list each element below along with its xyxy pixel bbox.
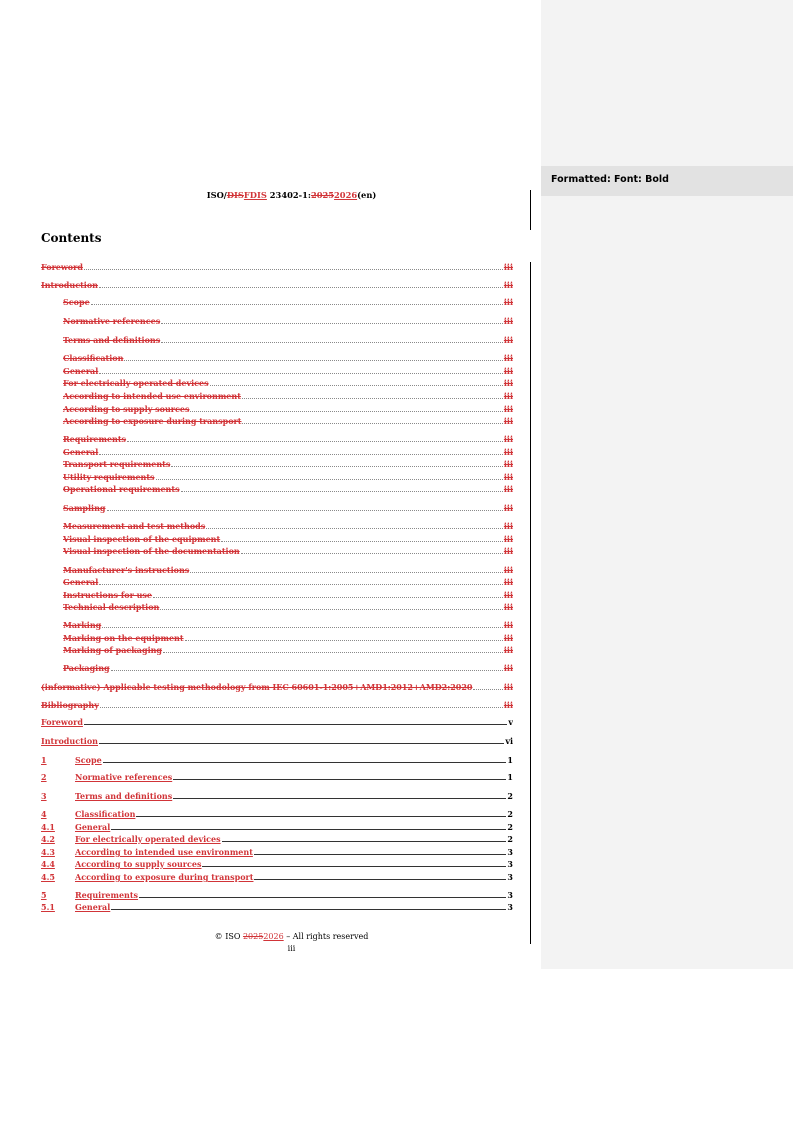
toc-entry-page: iii [503,633,513,643]
toc-entry-leader [99,577,503,585]
toc-entry-new[interactable] [41,736,513,747]
toc-entry-leader [185,633,503,641]
toc-entry-new[interactable] [41,859,513,870]
toc-entry-new[interactable] [41,847,513,858]
toc-entry-number: 4.3 [41,847,55,857]
toc-entry-title: Sampling [63,503,106,513]
toc-entry-old[interactable] [41,663,513,674]
toc-entry-page: 1 [507,755,513,765]
toc-entry-title: General [75,902,111,912]
header-suffix: (en) [357,190,377,200]
toc-entry-page: iii [503,434,513,444]
toc-entry-title: Transport requirements [63,459,171,469]
toc-entry-title: Packaging [63,663,110,673]
toc-entry-leader [156,472,503,480]
toc-entry-old[interactable] [41,682,513,693]
toc-entry-page: v [508,717,513,727]
toc-entry-title: Marking of packaging [63,645,163,655]
toc-entry-page: iii [503,565,513,575]
toc-entry-page: 2 [507,791,513,801]
toc-entry-old[interactable] [41,484,513,495]
toc-entry-title: General [63,447,99,457]
footer-deleted-year: 2025 [242,932,264,941]
toc-entry-leader [202,859,506,867]
toc-entry-number: 5.1 [41,902,55,912]
toc-entry-title: Classification [63,353,124,363]
toc-entry-page: iii [503,262,513,272]
toc-entry-old[interactable] [41,620,513,631]
toc-entry-page: 3 [507,890,513,900]
toc-entry-page: iii [503,521,513,531]
toc-entry-old[interactable] [41,602,513,613]
toc-entry-old[interactable] [41,378,513,389]
toc-entry-leader [102,620,503,628]
toc-entry-leader [161,335,503,343]
formatting-comment-label: Formatted: Font: Bold [551,174,669,185]
comment-pane [541,0,793,969]
toc-entry-old[interactable] [41,366,513,377]
toc-entry-page: iii [503,335,513,345]
toc-entry-page: iii [503,484,513,494]
toc-entry-new[interactable] [41,772,513,783]
toc-entry-leader [210,378,503,386]
toc-entry-new[interactable] [41,755,513,766]
footer-copyright: © ISO [214,932,243,941]
footer-inserted-year: 2026 [263,932,284,941]
toc-entry-title: According to supply sources [63,404,190,414]
toc-entry-number: 2 [41,772,47,782]
toc-entry-old[interactable] [41,434,513,445]
toc-entry-title: General [63,577,99,587]
toc-entry-old[interactable] [41,546,513,557]
toc-entry-leader [254,847,507,855]
toc-entry-leader [190,404,502,412]
toc-entry-title: Normative references [75,772,173,782]
toc-entry-leader [84,717,507,725]
header-deleted-year: 2025 [310,190,335,200]
toc-entry-new[interactable] [41,809,513,820]
header-prefix: ISO/ [206,190,227,200]
toc-entry-leader [171,459,503,467]
toc-entry-page: 3 [507,847,513,857]
toc-entry-title: Foreword [41,717,83,727]
toc-entry-page: iii [503,546,513,556]
toc-entry-page: 2 [507,822,513,832]
toc-entry-title: Manufacturer's instructions [63,565,190,575]
toc-entry-title: According to exposure during transport [63,416,242,426]
toc-entry-leader [173,791,506,799]
toc-entry-title: Visual inspection of the equipment [63,534,221,544]
toc-entry-leader [242,416,502,424]
toc-entry-title: According to supply sources [75,859,202,869]
toc-entry-leader [99,280,503,288]
toc-entry-number: 1 [41,755,47,765]
toc-entry-page: iii [503,416,513,426]
toc-entry-old[interactable] [41,503,513,514]
toc-entry-leader [206,521,503,529]
toc-entry-title: Technical description [63,602,160,612]
toc-entry-new[interactable] [41,902,513,913]
toc-entry-title: Terms and definitions [75,791,173,801]
toc-entry-page: iii [503,700,513,710]
toc-entry-title: According to exposure during transport [75,872,254,882]
toc-entry-leader [99,366,503,374]
toc-entry-leader [84,262,503,270]
toc-entry-page: 3 [507,859,513,869]
toc-entry-page: iii [503,297,513,307]
toc-entry-page: iii [503,645,513,655]
toc-entry-title: Introduction [41,280,98,290]
toc-entry-page: iii [503,602,513,612]
toc-entry-leader [91,297,503,305]
toc-entry-new[interactable] [41,872,513,883]
toc-entry-new[interactable] [41,834,513,845]
toc-entry-leader [160,602,503,610]
toc-entry-page: 2 [507,834,513,844]
toc-entry-old[interactable] [41,447,513,458]
toc-entry-leader [111,822,506,830]
toc-entry-title: Requirements [63,434,127,444]
toc-entry-page: iii [503,316,513,326]
toc-entry-old[interactable] [41,404,513,415]
toc-entry-title: For electrically operated devices [63,378,209,388]
toc-entry-number: 5 [41,890,47,900]
toc-entry-title: Normative references [63,316,161,326]
toc-entry-leader [99,447,503,455]
toc-entry-leader [99,736,504,744]
toc-entry-title: (informative) Applicable testing methodology from IEC 60601-1:2005+AMD1:2012+AMD2:2020 [41,682,473,692]
contents-heading: Contents [41,231,102,245]
toc-entry-old[interactable] [41,297,513,308]
toc-entry-old[interactable] [41,459,513,470]
toc-entry-page: 3 [507,872,513,882]
toc-entry-leader [222,834,507,842]
toc-entry-number: 4.4 [41,859,55,869]
toc-entry-page: vi [505,736,513,746]
toc-entry-leader [111,902,506,910]
toc-entry-leader [181,484,503,492]
toc-entry-page: iii [503,366,513,376]
toc-entry-new[interactable] [41,791,513,802]
toc-entry-old[interactable] [41,335,513,346]
toc-entry-page: iii [503,577,513,587]
footer-page-number: iii [287,944,296,953]
toc-entry-leader [173,772,506,780]
toc-entry-old[interactable] [41,645,513,656]
toc-entry-leader [124,353,502,361]
toc-entry-page: iii [503,503,513,513]
toc-entry-leader [161,316,503,324]
toc-entry-page: iii [503,353,513,363]
toc-entry-title: Foreword [41,262,83,272]
toc-entry-old[interactable] [41,577,513,588]
toc-entry-title: Scope [63,297,90,307]
toc-entry-page: iii [503,447,513,457]
toc-entry-old[interactable] [41,565,513,576]
toc-entry-leader [242,391,503,399]
toc-entry-leader [190,565,503,573]
footer-rights: – All rights reserved [283,932,369,941]
toc-entry-page: iii [503,459,513,469]
toc-entry-page: iii [503,534,513,544]
toc-entry-page: iii [503,404,513,414]
toc-entry-leader [100,700,503,708]
toc-entry-leader [473,682,502,690]
document-header-title [0,190,583,200]
toc-entry-page: iii [503,620,513,630]
header-number: 23402-1: [266,190,311,200]
toc-entry-old[interactable] [41,472,513,483]
toc-entry-leader [139,890,506,898]
toc-entry-title: Marking on the equipment [63,633,184,643]
toc-entry-title: Classification [75,809,136,819]
toc-entry-old[interactable] [41,521,513,532]
header-inserted-year: 2026 [334,190,358,200]
toc-entry-number: 3 [41,791,47,801]
toc-entry-leader [163,645,503,653]
toc-entry-number: 4 [41,809,47,819]
toc-entry-old[interactable] [41,391,513,402]
change-bar-toc [530,262,531,944]
toc-entry-number: 4.2 [41,834,55,844]
toc-entry-title: Bibliography [41,700,99,710]
toc-entry-old[interactable] [41,280,513,291]
toc-entry-old[interactable] [41,416,513,427]
toc-entry-old[interactable] [41,590,513,601]
toc-entry-page: iii [503,378,513,388]
toc-entry-title: Scope [75,755,102,765]
toc-entry-title: General [75,822,111,832]
toc-entry-new[interactable] [41,717,513,728]
toc-entry-leader [254,872,506,880]
toc-entry-number: 4.1 [41,822,55,832]
toc-entry-old[interactable] [41,316,513,327]
header-inserted-stage: FDIS [243,190,267,200]
toc-entry-leader [103,755,507,763]
toc-entry-page: 3 [507,902,513,912]
toc-entry-title: Terms and definitions [63,335,161,345]
toc-entry-page: 2 [507,809,513,819]
toc-entry-old[interactable] [41,633,513,644]
toc-entry-title: Measurement and test methods [63,521,206,531]
toc-entry-title: According to intended use environment [63,391,241,401]
toc-entry-title: Operational requirements [63,484,180,494]
toc-entry-page: iii [503,590,513,600]
toc-entry-title: Marking [63,620,102,630]
page-footer [0,932,583,953]
header-deleted-stage: DIS [226,190,244,200]
toc-entry-page: iii [503,663,513,673]
toc-entry-leader [127,434,503,442]
toc-entry-page: iii [503,391,513,401]
toc-entry-new[interactable] [41,890,513,901]
toc-entry-title: Requirements [75,890,139,900]
toc-entry-number: 4.5 [41,872,55,882]
toc-entry-leader [111,663,503,671]
toc-entry-title: General [63,366,99,376]
toc-entry-title: Visual inspection of the documentation [63,546,240,556]
toc-entry-title: According to intended use environment [75,847,253,857]
toc-entry-leader [107,503,503,511]
toc-entry-old[interactable] [41,262,513,273]
toc-entry-old[interactable] [41,534,513,545]
toc-entry-leader [153,590,503,598]
toc-entry-old[interactable] [41,700,513,711]
toc-entry-old[interactable] [41,353,513,364]
toc-entry-title: Introduction [41,736,98,746]
toc-entry-leader [241,546,503,554]
toc-entry-title: Instructions for use [63,590,153,600]
toc-entry-title: For electrically operated devices [75,834,221,844]
toc-entry-page: iii [503,280,513,290]
toc-entry-title: Utility requirements [63,472,155,482]
toc-entry-page: iii [503,682,513,692]
toc-entry-leader [136,809,506,817]
toc-entry-page: iii [503,472,513,482]
toc-entry-page: 1 [507,772,513,782]
toc-entry-leader [221,534,503,542]
toc-entry-new[interactable] [41,822,513,833]
